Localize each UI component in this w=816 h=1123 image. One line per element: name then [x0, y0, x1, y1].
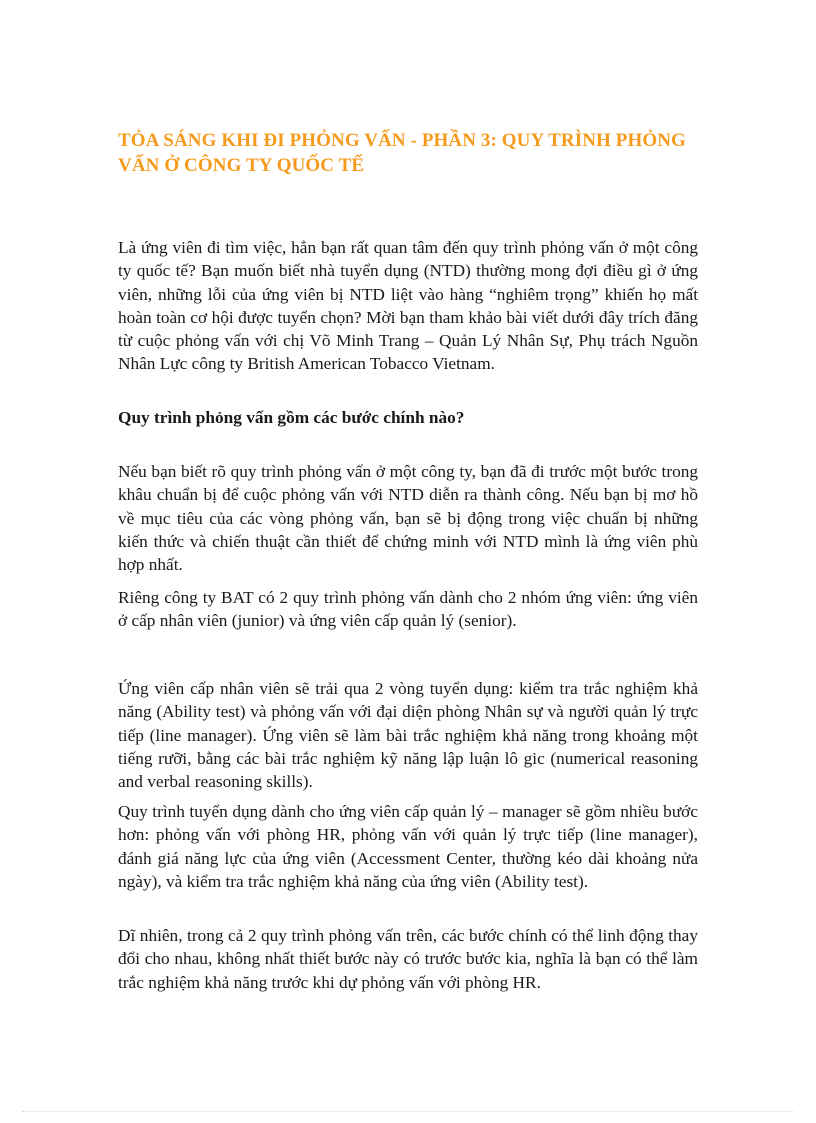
body-paragraph-3: Ứng viên cấp nhân viên sẽ trải qua 2 vòng tuyển dụng: kiểm tra trắc nghiệm khả năng (Ability test) và phỏng vấn với đại diện phòng Nhân sự và người quản lý trực tiếp (line manager). Ứng viên sẽ làm bài trắc nghiệm khả năng trong khoảng một tiếng rưỡi, bằng các bài trắc nghiệm kỹ năng lập luận lô gic (numerical reasoning and verbal reasoning skills).	[118, 679, 698, 792]
body-paragraph-1: Nếu bạn biết rõ quy trình phỏng vấn ở một công ty, bạn đã đi trước một bước trong khâu chuẩn bị để cuộc phỏng vấn với NTD diễn ra thành công. Nếu bạn bị mơ hồ về mục tiêu của các vòng phỏng vấn, bạn sẽ bị động trong việc chuẩn bị những kiến thức và chiến thuật cần thiết để chứng minh với NTD mình là ứng viên phù hợp nhất.	[118, 462, 698, 575]
body-paragraph-5: Dĩ nhiên, trong cả 2 quy trình phỏng vấn trên, các bước chính có thể linh động thay đổi cho nhau, không nhất thiết bước này có trước bước kia, nghĩa là bạn có thể làm trắc nghiệm khả năng trước khi dự phỏng vấn với phòng HR.	[118, 926, 698, 992]
document-title: TỎA SÁNG KHI ĐI PHỎNG VẤN - PHẦN 3: QUY TRÌNH PHỎNG VẤN Ở CÔNG TY QUỐC TẾ	[118, 130, 686, 176]
body-paragraph-2: Riêng công ty BAT có 2 quy trình phỏng vấn dành cho 2 nhóm ứng viên: ứng viên ở cấp nhân viên (junior) và ứng viên cấp quản lý (senior).	[118, 588, 698, 631]
body-paragraph-4: Quy trình tuyển dụng dành cho ứng viên cấp quản lý – manager sẽ gồm nhiều bước hơn: phỏng vấn với phòng HR, phỏng vấn với quản lý trực tiếp (line manager), đánh giá năng lực của ứng viên (Accessment Center, thường kéo dài khoảng nửa ngày), và kiểm tra trắc nghiệm khả năng của ứng viên (Ability test).	[118, 802, 698, 891]
intro-paragraph: Là ứng viên đi tìm việc, hẳn bạn rất quan tâm đến quy trình phỏng vấn ở một công ty quốc tế? Bạn muốn biết nhà tuyển dụng (NTD) thường mong đợi điều gì ở ứng viên, những lỗi của ứng viên bị NTD liệt vào hàng “nghiêm trọng” khiến họ mất hoàn toàn cơ hội được tuyển chọn? Mời bạn tham khảo bài viết dưới đây trích đăng từ cuộc phỏng vấn với chị Võ Minh Trang – Quản Lý Nhân Sự, Phụ trách Nguồn Nhân Lực công ty British American Tobacco Vietnam.	[118, 238, 698, 374]
page-bottom-divider	[22, 1111, 794, 1112]
section-heading: Quy trình phỏng vấn gồm các bước chính nào?	[118, 408, 465, 427]
